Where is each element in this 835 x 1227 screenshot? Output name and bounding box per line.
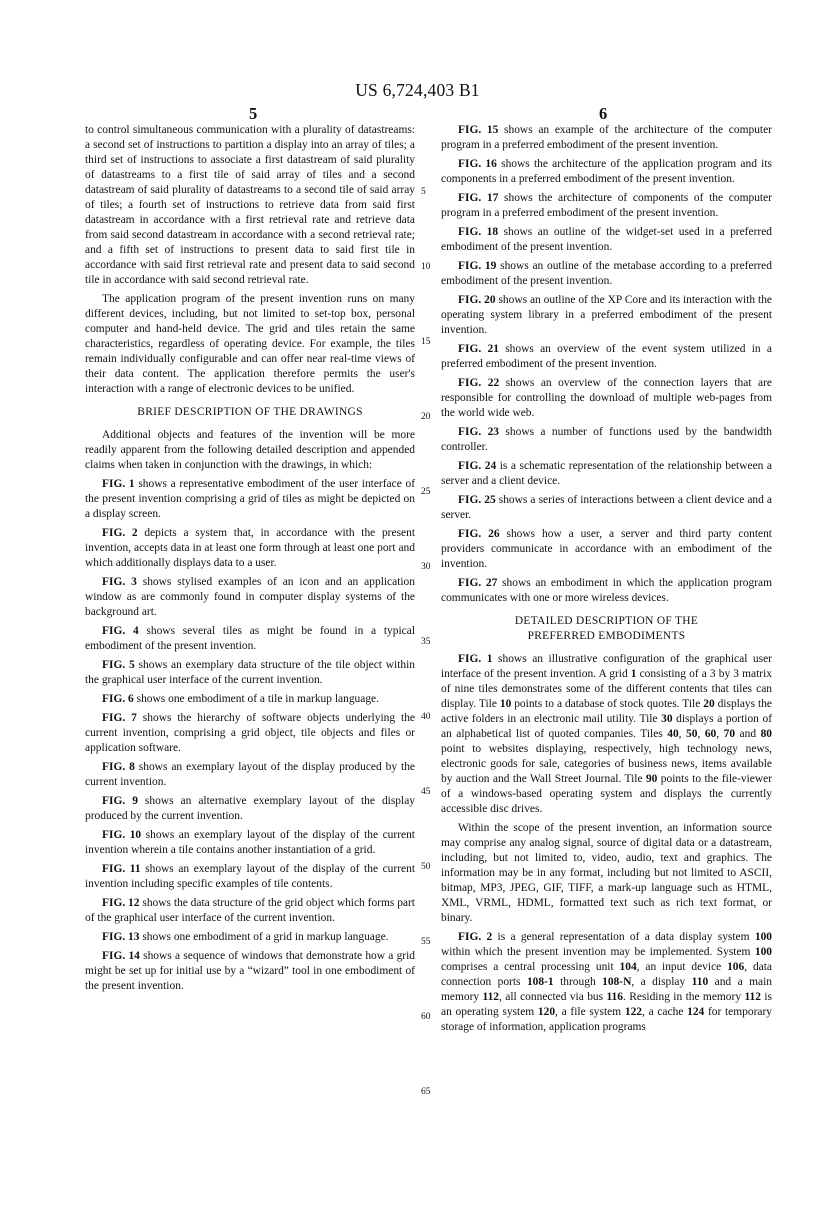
line-number: 25 xyxy=(421,487,431,497)
line-number: 65 xyxy=(421,1087,431,1097)
line-number: 10 xyxy=(421,262,431,272)
fig-description: FIG. 15 shows an example of the architecture of the computer program in a preferred embodiment of the present invention. xyxy=(441,124,772,151)
line-number: 55 xyxy=(421,937,431,947)
fig-description: FIG. 23 shows a number of functions used by the bandwidth controller. xyxy=(441,426,772,453)
fig-description: FIG. 10 shows an exemplary layout of the display of the current invention wherein a tile contains another instantiation of a grid. xyxy=(85,829,415,856)
additional-paragraph: Additional objects and features of the invention will be more readily apparent from the following detailed description and appended claims when taken in conjunction with the drawings, in which: xyxy=(85,429,415,471)
fig-description: FIG. 7 shows the hierarchy of software objects underlying the current invention, comprising a grid object, tile objects and files or application software. xyxy=(85,712,415,754)
patent-number: US 6,724,403 B1 xyxy=(355,80,480,100)
fig-description: FIG. 8 shows an exemplary layout of the display produced by the current invention. xyxy=(85,761,415,788)
fig-description: FIG. 4 shows several tiles as might be found in a typical embodiment of the present invention. xyxy=(85,625,415,652)
fig-description: FIG. 24 is a schematic representation of the relationship between a server and a client device. xyxy=(441,460,772,487)
right-column xyxy=(441,123,772,1035)
fig-description: FIG. 27 shows an embodiment in which the application program communicates with one or more wireless devices. xyxy=(441,577,772,604)
fig-description: FIG. 6 shows one embodiment of a tile in markup language. xyxy=(102,693,379,705)
fig-description: FIG. 22 shows an overview of the connection layers that are responsible for controlling the download of multiple web-pages from the world wide web. xyxy=(441,377,772,419)
information-source-paragraph: Within the scope of the present invention, an information source may comprise any analog signal, source of digital data or a datastream, including, but not limited to, video, audio, text and graphics. The information may be in any format, including but not limited to ASCII, bitmap, MP3, JPEG, GIF, TIFF, a mark-up language such as HTML, XML, VRML, HDML, formatted text such as rich text format, or binary. xyxy=(441,822,772,924)
fig-description: FIG. 1 shows a representative embodiment of the user interface of the present invention comprising a grid of tiles as might be depicted on a display screen. xyxy=(85,478,415,520)
fig-description: FIG. 14 shows a sequence of windows that demonstrate how a grid might be set up for initial use by a “wizard” tool in one embodiment of the present invention. xyxy=(85,950,416,992)
fig-description: FIG. 17 shows the architecture of components of the computer program in a preferred embodiment of the present invention. xyxy=(441,192,772,219)
left-column xyxy=(85,123,415,994)
fig2-detailed-paragraph: FIG. 2 is a general representation of a data display system 100 within which the present invention may be implemented. System 100 comprises a central processing unit 104, an input device 106, data connection ports 108-1 through 108-N, a display 110 and a main memory 112, all connected via bus 116. Residing in the memory 112 is an operating system 120, a file system 122, a cache 124 for temporary storage of information, application programs xyxy=(441,931,773,1033)
fig-description: FIG. 3 shows stylised examples of an icon and an application window as are commonly found in computer display systems of the background art. xyxy=(85,576,415,618)
line-number: 5 xyxy=(421,187,426,197)
fig-description: FIG. 2 depicts a system that, in accordance with the present invention, accepts data in at least one form through at least one port and which additionally displays data to a user. xyxy=(85,527,415,569)
line-number: 40 xyxy=(421,712,431,722)
line-number: 50 xyxy=(421,862,431,872)
fig-description: FIG. 9 shows an alternative exemplary layout of the display produced by the current invention. xyxy=(85,795,415,822)
fig-description: FIG. 19 shows an outline of the metabase according to a preferred embodiment of the present invention. xyxy=(441,260,772,287)
line-number: 20 xyxy=(421,412,431,422)
fig1-detailed-paragraph: FIG. 1 shows an illustrative configuration of the graphical user interface of the present invention. A grid 1 consisting of a 3 by 3 matrix of nine tiles demonstrates some of the different contents that tiles can display. Tile 10 points to a database of stock quotes. Tile 20 displays the active folders in an electronic mail utility. Tile 30 displays a portion of an alphabetical list of quoted companies. Tiles 40, 50, 60, 70 and 80 point to websites displaying, respectively, high technology news, electronic goods for sale, categories of business news, items available by auction and the Wall Street Journal. Tile 90 points to the file-viewer of a windows-based operating system and displays the currently accessible disc drives. xyxy=(441,653,773,815)
right-column-number: 6 xyxy=(599,104,608,123)
line-number: 15 xyxy=(421,337,431,347)
fig-description: FIG. 13 shows one embodiment of a grid in markup language. xyxy=(102,931,389,943)
fig-description: FIG. 25 shows a series of interactions between a client device and a server. xyxy=(441,494,772,521)
fig-description: FIG. 11 shows an exemplary layout of the display of the current invention including specific examples of tile contents. xyxy=(85,863,415,890)
fig-description: FIG. 18 shows an outline of the widget-set used in a preferred embodiment of the present invention. xyxy=(441,226,772,253)
fig-description: FIG. 16 shows the architecture of the application program and its components in a preferred embodiment of the present invention. xyxy=(441,158,772,185)
section-heading-detailed: DETAILED DESCRIPTION OF THE PREFERRED EMBODIMENTS xyxy=(514,615,699,642)
line-number: 30 xyxy=(421,562,431,572)
line-number: 60 xyxy=(421,1012,431,1022)
fig-description: FIG. 12 shows the data structure of the grid object which forms part of the graphical user interface of the current invention. xyxy=(85,897,415,924)
line-number: 35 xyxy=(421,637,431,647)
fig-description: FIG. 5 shows an exemplary data structure of the tile object within the graphical user interface of the current invention. xyxy=(85,659,416,686)
left-column-number: 5 xyxy=(249,104,258,123)
fig-description: FIG. 20 shows an outline of the XP Core and its interaction with the operating system library in a preferred embodiment of the present invention. xyxy=(441,294,773,336)
application-paragraph: The application program of the present invention runs on many different devices, including, but not limited to set-top box, personal computer and hand-held device. The grid and tiles retain the same characteristics, regardless of operating device. For example, the tiles remain individually configurable and can offer near real-time views of their data content. The application therefore permits the user's interaction with a range of electronic devices to be unified. xyxy=(85,293,415,395)
intro-paragraph: to control simultaneous communication with a plurality of datastreams: a second set of instructions to partition a display into an array of tiles; a third set of instructions to associate a first datastream of said plurality of datastreams to a first tile of said array of tiles and a second datastream of said plurality of datastreams to a second tile of said array of tiles; a fourth set of instructions to retrieve data from said first datastream in accordance with a first retrieval rate and retrieve data from said second datastream in accordance with a second retrieval rate; and a fifth set of instructions to present data to said first tile in accordance with said first retrieval rate and present data to said second tile in accordance with said second retrieval rate. xyxy=(85,124,415,286)
line-number: 45 xyxy=(421,787,431,797)
fig-description: FIG. 21 shows an overview of the event system utilized in a preferred embodiment of the present invention. xyxy=(441,343,772,370)
fig-description: FIG. 26 shows how a user, a server and third party content providers communicate in accordance with an embodiment of the invention. xyxy=(441,528,772,570)
section-heading-brief: BRIEF DESCRIPTION OF THE DRAWINGS xyxy=(137,406,363,418)
